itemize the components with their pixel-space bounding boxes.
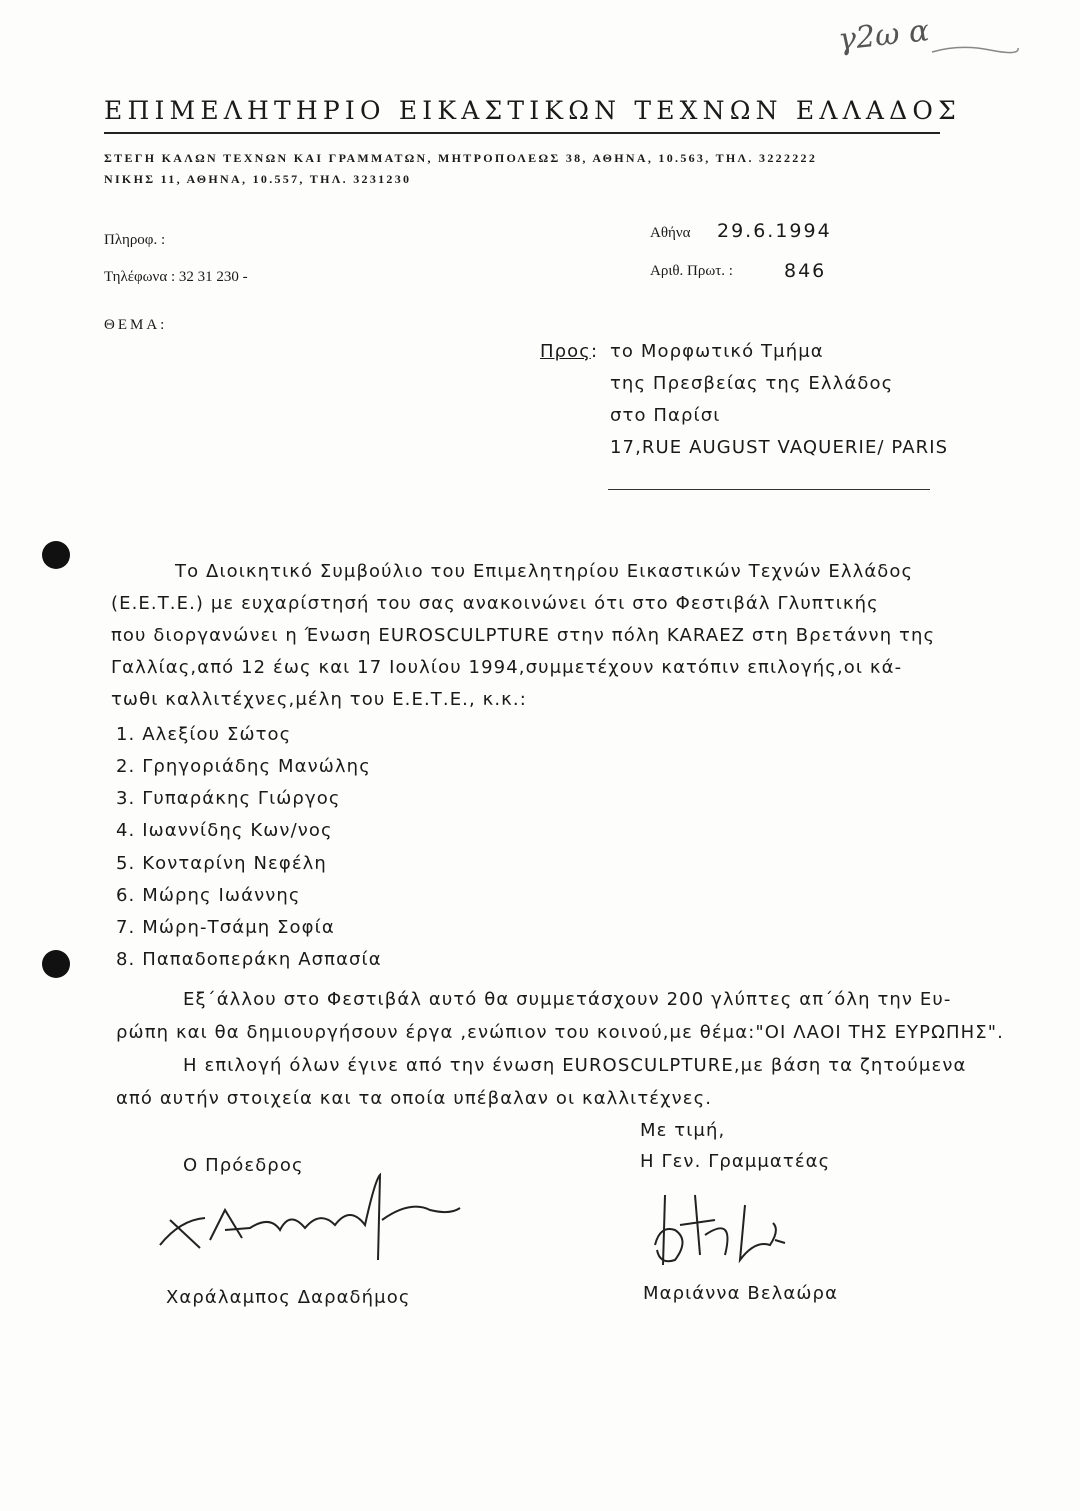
artist-item: 6. Μώρης Ιωάννης <box>116 885 301 906</box>
artist-item: 1. Αλεξίου Σώτος <box>116 724 292 745</box>
phone-label: Τηλέφωνα : 32 31 230 - <box>104 269 248 285</box>
artist-item: 2. Γρηγοριάδης Μανώλης <box>116 756 371 777</box>
artist-item: 7. Μώρη-Τσάμη Σοφία <box>116 917 335 938</box>
president-name: Χαράλαμπος Δαραδήμος <box>166 1287 411 1308</box>
secretary-name: Μαριάννα Βελαώρα <box>643 1283 839 1304</box>
body-line: Εξ΄άλλου στο Φεστιβάλ αυτό θα συμμετάσχουν 200 γλύπτες απ΄όλη την Ευ- <box>183 989 952 1010</box>
org-name: ΕΠΙΜΕΛΗΤΗΡΙΟ ΕΙΚΑΣΤΙΚΩΝ ΤΕΧΝΩΝ ΕΛΛΑΔΟΣ <box>104 96 961 125</box>
body-line: τωθι καλλιτέχνες,μέλη του Ε.Ε.Τ.Ε., κ.κ.: <box>111 689 527 710</box>
header-divider <box>104 132 940 134</box>
to-label: Προς <box>540 341 591 362</box>
body-line: που διοργανώνει η Ένωση EUROSCULPTURE στην πόλη KARAEZ στη Βρετάννη της <box>111 625 936 646</box>
info-label: Πληροφ. : <box>104 232 166 248</box>
city-label: Αθήνα <box>650 225 691 241</box>
body-line: από αυτήν στοιχεία και τα οποία υπέβαλαν οι καλλιτέχνες. <box>116 1088 713 1109</box>
body-line: Το Διοικητικό Συμβούλιο του Επιμελητηρίου Εικαστικών Τεχνών Ελλάδος <box>175 561 914 582</box>
recipient-to: Προς: <box>540 341 599 362</box>
address-line-2: ΝΙΚΗΣ 11, ΑΘΗΝΑ, 10.557, ΤΗΛ. 3231230 <box>104 172 412 186</box>
president-signature <box>150 1170 470 1270</box>
artist-item: 3. Γυπαράκης Γιώργος <box>116 788 341 809</box>
body-line: (Ε.Ε.Τ.Ε.) με ευχαρίστησή του σας ανακοινώνει ότι στο Φεστιβάλ Γλυπτικής <box>111 593 879 614</box>
subject-label: ΘΕΜΑ: <box>104 317 168 333</box>
body-line: Η επιλογή όλων έγινε από την ένωση EUROSCULPTURE,με βάση τα ζητούμενα <box>183 1055 967 1076</box>
body-line: ρώπη και θα δημιουργήσουν έργα ,ενώπιον του κοινού,με θέμα:"ΟΙ ΛΑΟΙ ΤΗΣ ΕΥΡΩΠΗΣ". <box>116 1022 1004 1043</box>
artist-item: 5. Κονταρίνη Νεφέλη <box>116 853 327 874</box>
handwritten-scribble <box>930 40 1020 60</box>
handwritten-note: γ2ω α <box>836 13 931 58</box>
president-title: Ο Πρόεδρος <box>183 1155 304 1176</box>
body-line: Γαλλίας,από 12 έως και 17 Ιουλίου 1994,συμμετέχουν κατόπιν επιλογής,οι κά- <box>111 657 903 678</box>
artist-item: 8. Παπαδοπεράκη Ασπασία <box>116 949 382 970</box>
artist-item: 4. Ιωαννίδης Κων/νος <box>116 820 333 841</box>
secretary-signature <box>645 1185 815 1275</box>
recipient-line: το Μορφωτικό Τμήμα <box>610 341 824 362</box>
date: 29.6.1994 <box>717 220 832 242</box>
punch-hole <box>42 950 70 978</box>
protocol-number: 846 <box>784 260 827 282</box>
address-line-1: ΣΤΕΓΗ ΚΑΛΩΝ ΤΕΧΝΩΝ ΚΑΙ ΓΡΑΜΜΑΤΩΝ, ΜΗΤΡΟΠΟΛΕΩΣ 38, ΑΘΗΝΑ, 10.563, ΤΗΛ. 3222222 <box>104 151 818 165</box>
recipient-line: 17,RUE AUGUST VAQUERIE/ PARIS <box>610 437 949 458</box>
secretary-title: Η Γεν. Γραμματέας <box>640 1151 831 1172</box>
recipient-line: της Πρεσβείας της Ελλάδος <box>610 373 894 394</box>
punch-hole <box>42 541 70 569</box>
closing-regards: Με τιμή, <box>640 1120 726 1141</box>
recipient-rule <box>608 489 930 490</box>
recipient-line: στο Παρίσι <box>610 405 721 426</box>
protocol-label: Αριθ. Πρωτ. : <box>650 263 733 279</box>
